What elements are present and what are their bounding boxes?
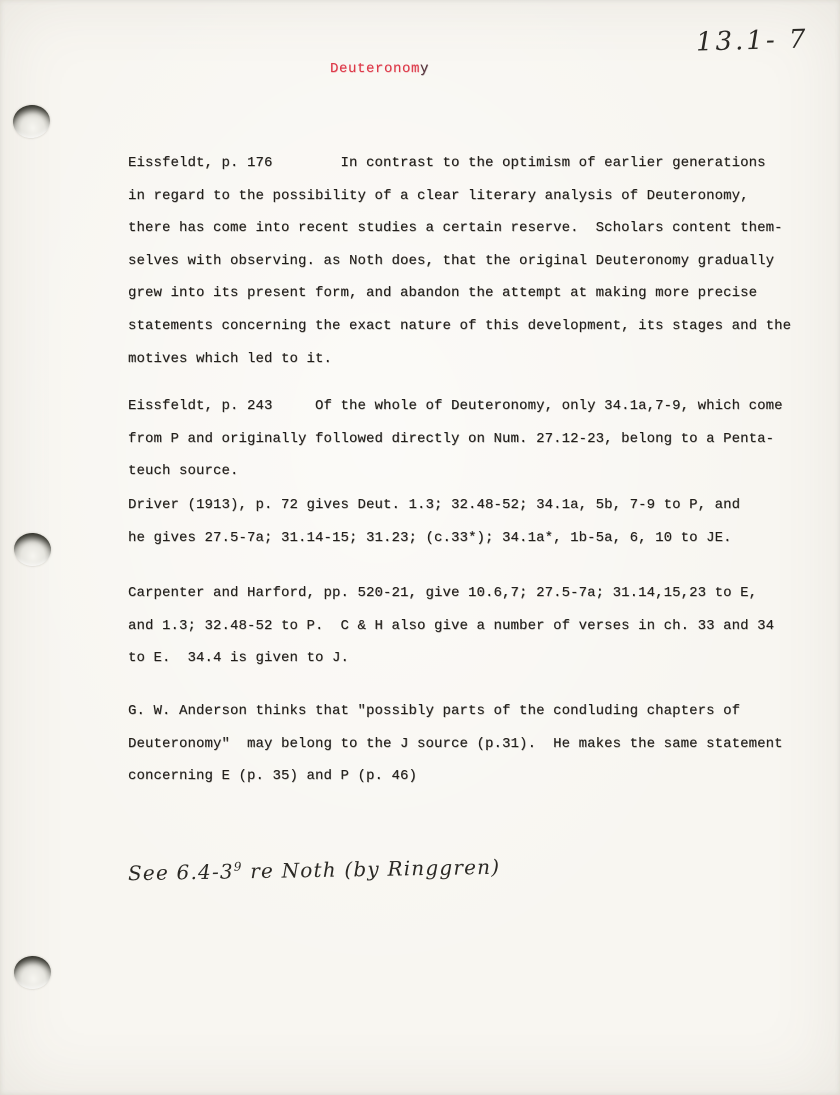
typed-text-line: grew into its present form, and abandon the attempt at making more precise <box>128 285 758 302</box>
typed-text-line: Driver (1913), p. 72 gives Deut. 1.3; 32.48-52; 34.1a, 5b, 7-9 to P, and <box>128 497 741 513</box>
typed-text-line: selves with observing. as Noth does, that the original Deuteronomy gradually <box>128 252 775 269</box>
page-title-dark-text: y <box>420 61 430 77</box>
typed-text-line: there has come into recent studies a certain reserve. Scholars content them- <box>128 220 783 237</box>
page-title-red-text: Deuteronom <box>330 61 421 77</box>
paragraph-driver <box>128 489 740 554</box>
typed-text-line: motives which led to it. <box>128 350 333 367</box>
handwritten-page-number: 13.1- 7 <box>695 24 809 58</box>
paragraph-eissfeldt-p243 <box>128 390 783 488</box>
typed-text-line: in regard to the possibility of a clear literary analysis of Deuteronomy, <box>128 187 749 204</box>
typed-text-line: to E. 34.4 is given to J. <box>128 650 350 667</box>
typed-text-line: Deuteronomy" may belong to the J source (p.31). He makes the same statement <box>128 735 783 752</box>
paragraph-eissfeldt-p176 <box>128 147 791 375</box>
typed-text-line: Carpenter and Harford, pp. 520-21, give 10.6,7; 27.5-7a; 31.14,15,23 to E, <box>128 585 758 601</box>
punch-hole-middle <box>13 532 52 567</box>
typed-text-line: teuch source. <box>128 463 239 480</box>
typed-text-line: he gives 27.5-7a; 31.14-15; 31.23; (c.33*); 34.1a*, 1b-5a, 6, 10 to JE. <box>128 529 732 546</box>
punch-hole-bottom <box>13 955 51 989</box>
typed-text-line: statements concerning the exact nature of this development, its stages and the <box>128 317 792 334</box>
typed-text-line: and 1.3; 32.48-52 to P. C & H also give a number of verses in ch. 33 and 34 <box>128 617 775 634</box>
handwritten-note <box>128 855 501 885</box>
handwritten-note-text: See 6.4-3 <box>127 859 235 886</box>
page-title <box>330 53 429 86</box>
paragraph-anderson <box>128 695 783 793</box>
handwritten-note-superscript: 9 <box>233 859 243 874</box>
typed-text-line: Eissfeldt, p. 176 In contrast to the optimism of earlier generations <box>128 155 766 171</box>
typed-text-line: Eissfeldt, p. 243 Of the whole of Deuteronomy, only 34.1a,7-9, which come <box>128 398 783 414</box>
typed-text-line: from P and originally followed directly on Num. 27.12-23, belong to a Penta- <box>128 430 775 447</box>
paragraph-carpenter-harford <box>128 577 774 675</box>
punch-hole-top <box>11 103 51 140</box>
typed-text-line: concerning E (p. 35) and P (p. 46) <box>128 768 418 785</box>
handwritten-note-text-after: re Noth (by Ringgren) <box>242 854 501 884</box>
typed-text-line: G. W. Anderson thinks that "possibly parts of the condluding chapters of <box>128 703 741 719</box>
